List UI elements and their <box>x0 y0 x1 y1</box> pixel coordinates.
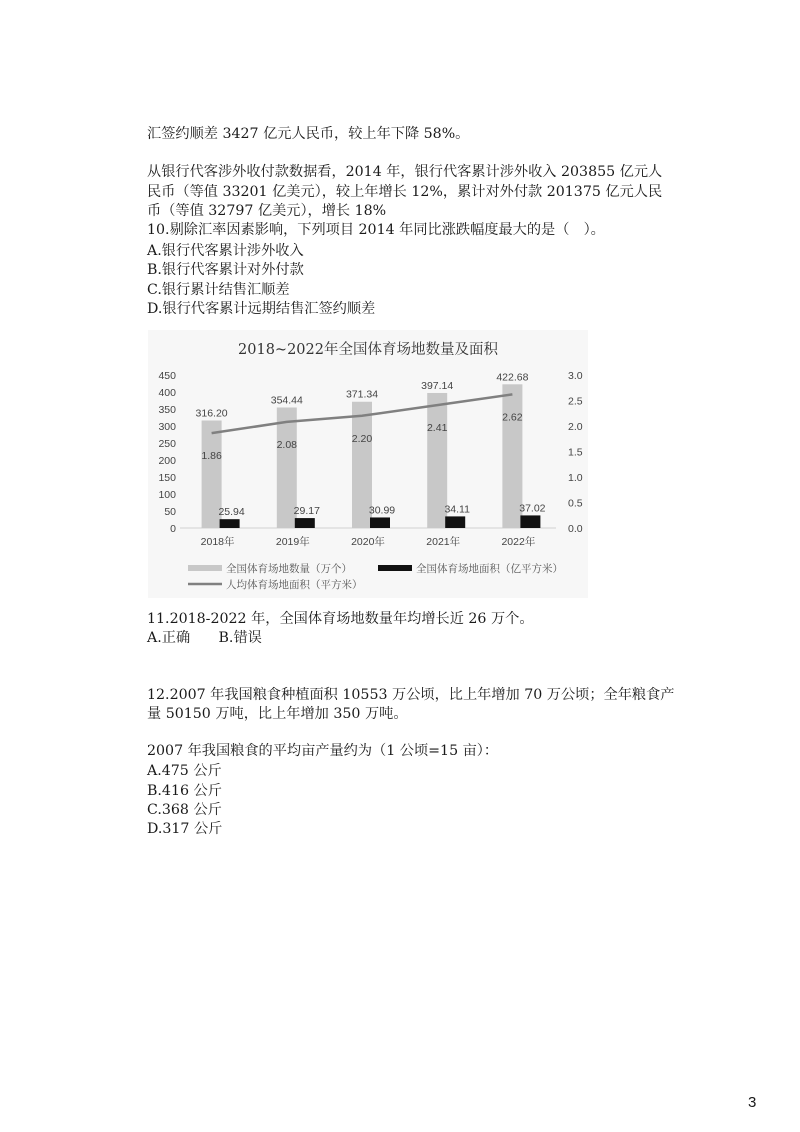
question-12-line-1: 12.2007 年我国粮食种植面积 10553 万公顷，比上年增加 70 万公顷；全年粮食产 <box>147 687 675 703</box>
line-point-label: 2.08 <box>276 438 298 451</box>
x-tick-label: 2021年 <box>426 536 461 548</box>
y-left-tick-label: 350 <box>158 404 176 416</box>
legend-swatch-count <box>188 565 222 571</box>
x-tick-label: 2018年 <box>200 536 235 548</box>
y-right-tick-label: 3.0 <box>568 370 583 382</box>
question-11-options: A.正确 B.错误 <box>147 630 262 646</box>
legend-swatch-area <box>378 565 412 571</box>
y-right-tick-label: 0.0 <box>568 523 583 535</box>
question-12-prompt: 2007 年我国粮食的平均亩产量约为（1 公顷=15 亩）： <box>147 743 499 759</box>
option-c: C.银行累计结售汇顺差 <box>147 282 290 298</box>
chart-title: 2018~2022年全国体育场地数量及面积 <box>238 342 498 358</box>
legend-label-line: 人均体育场地面积（平方米） <box>226 579 363 591</box>
bar-area-label: 30.99 <box>368 504 396 517</box>
option-b: B.银行代客累计对外付款 <box>147 262 304 278</box>
y-right-tick-label: 1.5 <box>568 446 583 459</box>
y-left-tick-label: 250 <box>158 438 176 450</box>
line-point-label: 2.41 <box>426 422 448 435</box>
option-b-12: B.416 公斤 <box>147 783 222 799</box>
line-point-label: 2.20 <box>351 432 373 445</box>
line-point-label: 1.86 <box>201 450 222 463</box>
bar-area-label: 34.11 <box>444 503 470 516</box>
x-tick-label: 2020年 <box>351 536 385 548</box>
y-left-tick-label: 50 <box>164 506 176 518</box>
x-tick-label: 2019年 <box>275 536 310 548</box>
bar-area-label: 37.02 <box>519 502 546 515</box>
bar-area-label: 25.94 <box>218 506 245 519</box>
option-d: D.银行代客累计远期结售汇签约顺差 <box>147 301 376 317</box>
page-number: 3 <box>748 1094 757 1111</box>
question-10: 10.剔除汇率因素影响，下列项目 2014 年同比涨跌幅度最大的是（ ）。 <box>147 222 605 238</box>
y-left-tick-label: 300 <box>158 421 176 433</box>
chart-svg <box>148 330 588 598</box>
bar-count-label: 422.68 <box>496 371 529 384</box>
y-left-tick-label: 0 <box>170 523 176 535</box>
y-right-tick-label: 0.5 <box>568 497 583 510</box>
y-right-tick-label: 2.5 <box>568 395 583 408</box>
question-11: 11.2018-2022 年，全国体育场地数量年均增长近 26 万个。 <box>147 611 534 627</box>
text-line-2: 从银行代客涉外收付款数据看，2014 年，银行代客累计涉外收入 203855 亿元人 <box>147 164 663 180</box>
option-a: A.银行代客累计涉外收入 <box>147 243 304 259</box>
bar-count-label: 354.44 <box>270 394 303 407</box>
x-tick-label: 2022年 <box>501 536 536 548</box>
bar-count-label: 316.20 <box>195 407 228 420</box>
text-line-4: 币（等值 32797 亿美元），增长 18% <box>147 203 387 219</box>
text-line-3: 民币（等值 33201 亿美元），较上年增长 12%，累计对外付款 201375 亿元人民 <box>147 184 663 200</box>
bar-area-2 <box>295 518 315 528</box>
y-left-tick-label: 200 <box>158 455 176 467</box>
bar-area-4 <box>445 516 465 528</box>
chart-figure <box>148 330 588 598</box>
y-left-tick-label: 150 <box>158 472 176 484</box>
bar-area-5 <box>520 515 540 528</box>
text-line-1: 汇签约顺差 3427 亿元人民币，较上年下降 58%。 <box>147 126 470 142</box>
bar-count-label: 397.14 <box>421 379 454 392</box>
option-a-12: A.475 公斤 <box>147 763 222 779</box>
y-right-tick-label: 2.0 <box>568 421 583 433</box>
y-left-tick-label: 100 <box>158 489 176 501</box>
question-12-line-2: 量 50150 万吨，比上年增加 350 万吨。 <box>147 706 408 722</box>
bar-area-1 <box>220 519 240 528</box>
y-right-tick-label: 1.0 <box>568 472 583 484</box>
y-left-tick-label: 450 <box>158 370 176 382</box>
legend-label-count: 全国体育场地数量（万个） <box>226 563 352 575</box>
y-left-tick-label: 400 <box>158 387 176 399</box>
option-c-12: C.368 公斤 <box>147 802 222 818</box>
bar-area-3 <box>370 517 390 528</box>
bar-area-label: 29.17 <box>293 505 320 518</box>
legend-label-area: 全国体育场地面积（亿平方米） <box>416 563 563 575</box>
line-point-label: 2.62 <box>502 411 523 424</box>
option-d-12: D.317 公斤 <box>147 821 223 837</box>
bar-count-label: 371.34 <box>345 388 379 401</box>
